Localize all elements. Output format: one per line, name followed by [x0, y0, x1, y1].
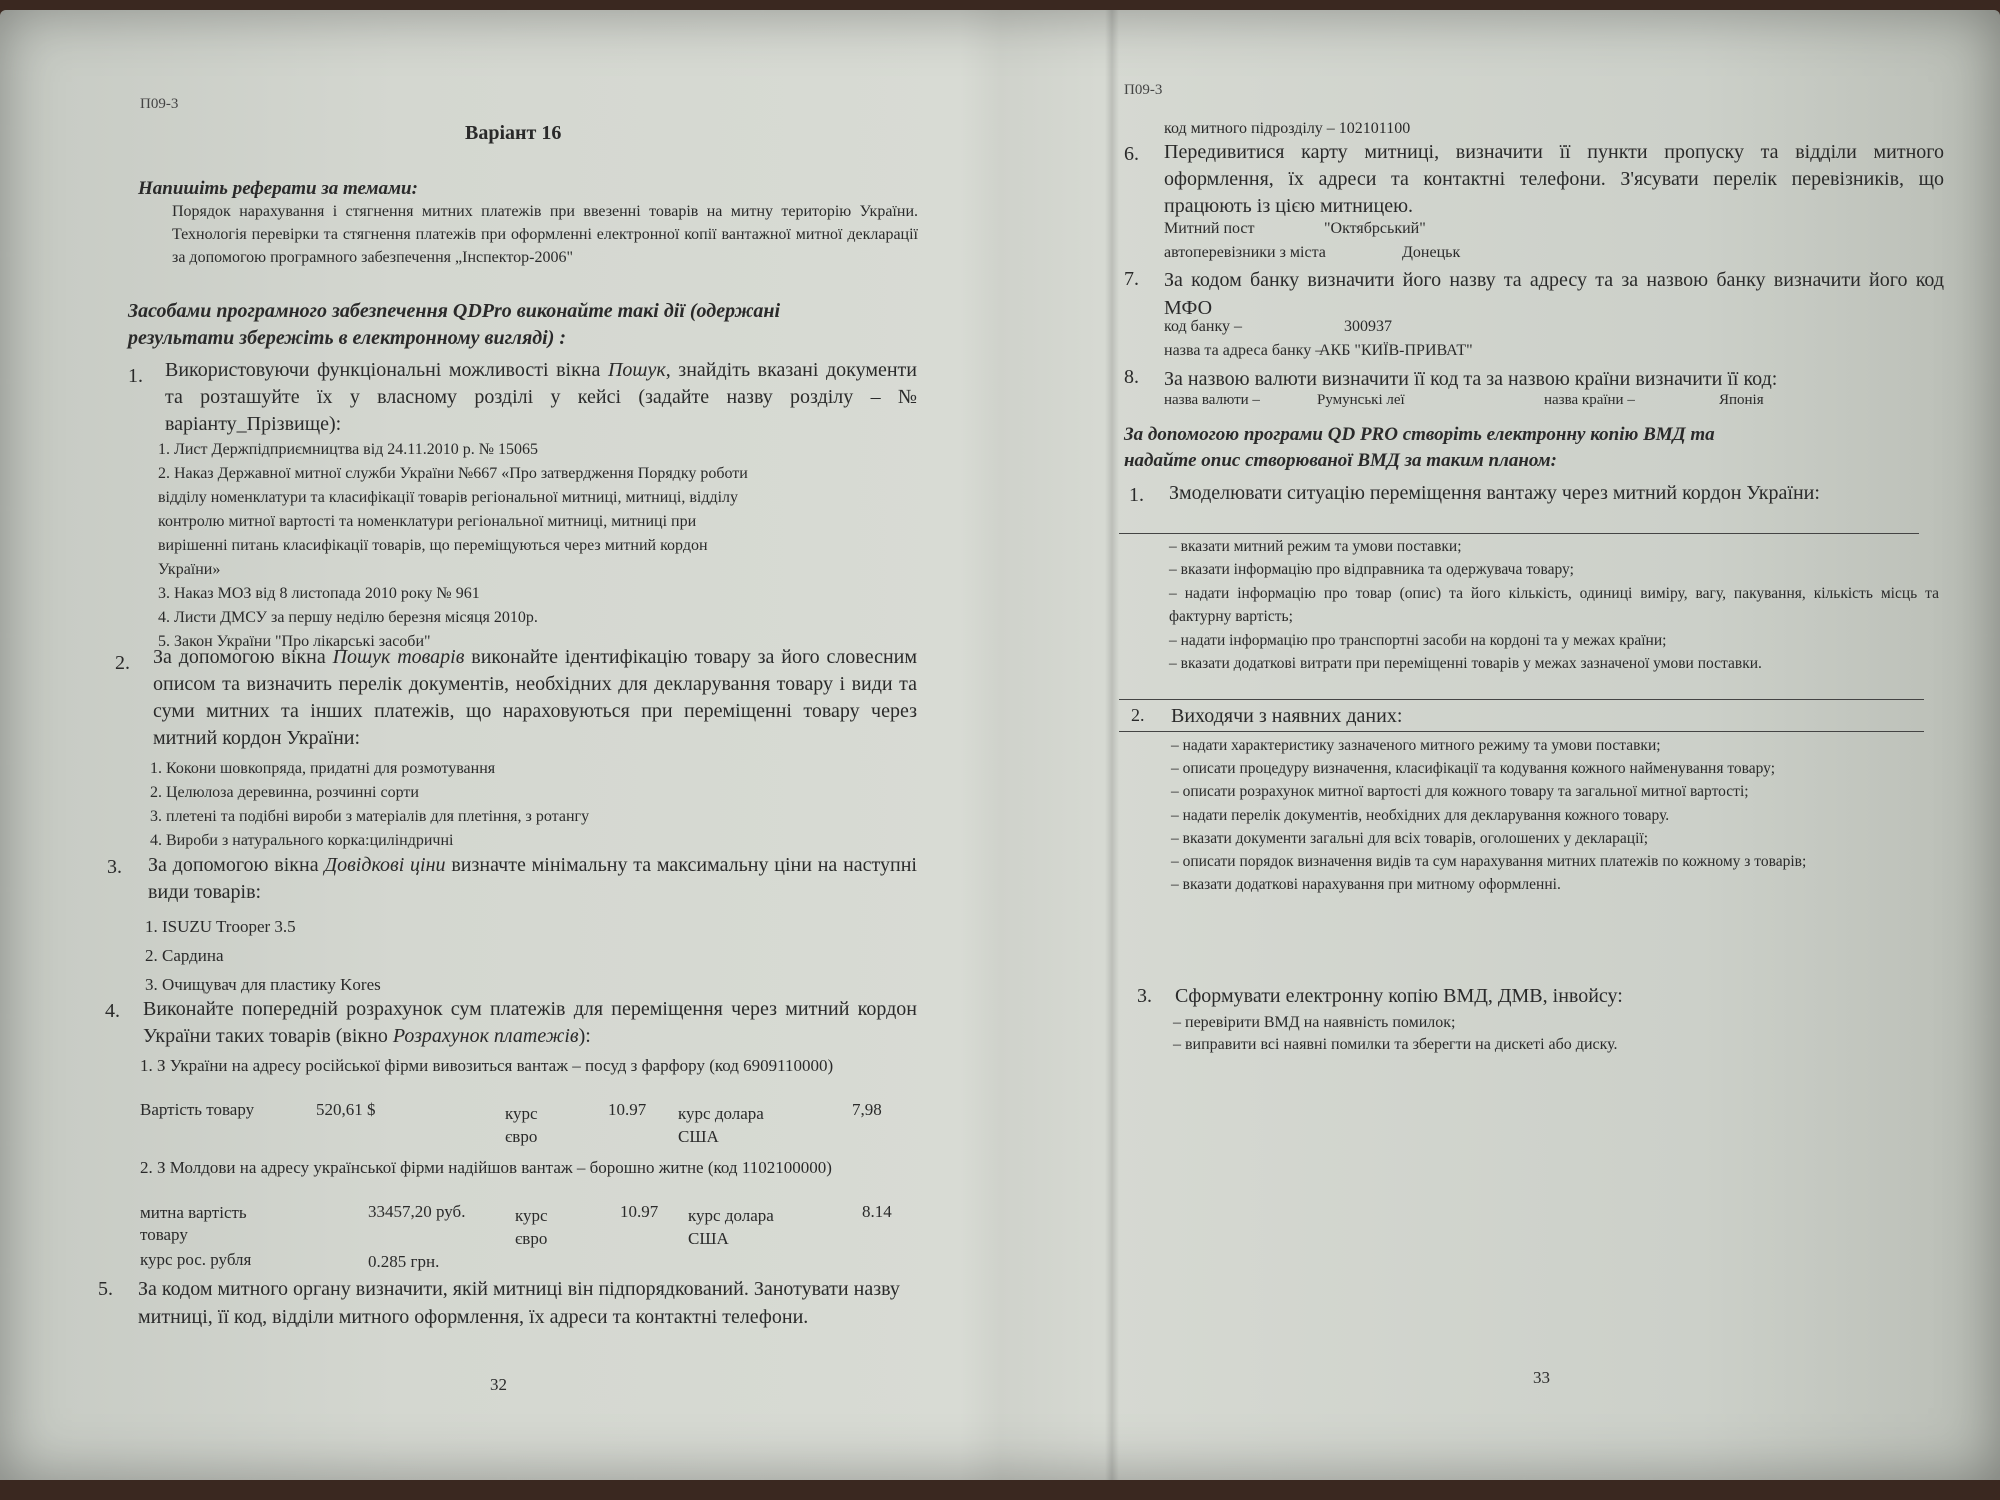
- qdpro-heading-line1: Засобами програмного забезпечення QDPro виконайте такі дії (одержані: [128, 300, 781, 322]
- task7-text: За кодом банку визначити його назву та адресу та за назвою банку визначити його код МФО: [1164, 269, 1944, 319]
- task8-number: 8.: [1124, 366, 1139, 388]
- case2-eur-label-line1: курс: [515, 1206, 548, 1225]
- plan1-number: 1.: [1129, 484, 1144, 506]
- plan2-item: – описати розрахунок митної вартості для кожного товару та загальної митної вартості;: [1171, 783, 1749, 801]
- case1-eur-rate: 10.97: [608, 1100, 647, 1119]
- task4-case1-text: 1. З України на адресу російської фірми вивозиться вантаж – посуд з фарфору (код 6909110000): [140, 1056, 834, 1075]
- case1-usd-label-line2: США: [678, 1127, 719, 1146]
- task1-item: вирішенні питань класифікації товарів, що переміщуються через митний кордон: [158, 537, 708, 554]
- task1-window-name: Пошук: [607, 359, 666, 381]
- case2-value: 33457,20 руб.: [368, 1202, 466, 1221]
- plan1-item: – надати інформацію про транспортні засоби на кордоні та у межах країни;: [1169, 631, 1667, 649]
- task1-item: контролю митної вартості та номенклатури регіональної митниці, митниці при: [158, 513, 697, 530]
- plan1-text: Змоделювати ситуацію переміщення вантажу через митний кордон України:: [1169, 482, 1820, 504]
- case2-value-label: [140, 1202, 247, 1246]
- case2-usd-label: [688, 1204, 774, 1250]
- task6-text: Передивитися карту митниці, визначити її пункти пропуску та відділи митного оформлення, їх адреси та контактні телефони. З'ясувати перелік перевізників, що працюють із цією митницею.: [1164, 141, 1944, 217]
- case1-eur-label-line2: євро: [505, 1127, 538, 1146]
- task2-number: 2.: [115, 652, 130, 674]
- task3-number: 3.: [107, 856, 122, 878]
- case1-eur-label: [505, 1102, 538, 1148]
- case2-value-label-line1: митна вартість: [140, 1203, 247, 1222]
- country-label: назва країни –: [1544, 392, 1635, 408]
- case1-usd-label: [678, 1102, 764, 1148]
- bank-name: АКБ "КИЇВ-ПРИВАТ": [1319, 342, 1473, 359]
- post-value: "Октябрський": [1324, 220, 1426, 237]
- plan1-item: – надати інформацію про товар (опис) та його кількість, одиниці виміру, вагу, пакування, кількість місць та фактурну вартість;: [1169, 584, 1939, 626]
- plan3-items: [1173, 1012, 1618, 1056]
- task2-item: 3. плетені та подібні вироби з матеріалів для плетіння, з ротангу: [150, 808, 590, 825]
- task2-item: 4. Вироби з натурального корка:циліндричні: [150, 832, 454, 849]
- task1-text-post: , знайдіть вказані документи та розташуйте їх у власному розділі у кейсі (задайте назву розділу – № варіанту_Прізвище):: [165, 359, 917, 435]
- task4-text: [143, 996, 917, 1050]
- task3-text: [148, 852, 917, 906]
- customs-code-line: код митного підрозділу – 102101100: [1164, 120, 1411, 137]
- carriers-value: Донецьк: [1402, 244, 1461, 261]
- plan1-rule-bottom: [1119, 699, 1924, 700]
- case2-usd-label-line2: США: [688, 1229, 729, 1248]
- case2-usd-rate: 8.14: [862, 1202, 892, 1221]
- case2-value-label-line2: товару: [140, 1225, 188, 1244]
- essay-text: Порядок нарахування і стягнення митних платежів при ввезенні товарів на митну територію України. Технологія перевірки та стягнення платежів при оформленні електронної копії вантажної митної декларації за допомогою програмного забезпечення „Інспектор-2006": [172, 203, 918, 266]
- plan1-items: [1169, 535, 1939, 675]
- carriers-label: автоперевізники з міста: [1164, 244, 1326, 261]
- task2-item: 1. Кокони шовкопряда, придатні для розмотування: [150, 760, 496, 777]
- task4-text-post: ):: [578, 1025, 591, 1047]
- plan2-item: – вказати документи загальні для всіх товарів, оголошених у декларації;: [1171, 829, 1649, 847]
- page-number-left: 32: [490, 1375, 507, 1394]
- currency-label: назва валюти –: [1164, 392, 1260, 408]
- task1-document-list: [158, 438, 748, 654]
- task2-item: 2. Целюлоза деревинна, розчинні сорти: [150, 784, 419, 801]
- task3-text-pre: За допомогою вікна: [148, 854, 325, 876]
- task3-item: 3. Очищувач для пластику Kores: [145, 975, 381, 994]
- case2-usd-label-line1: курс долара: [688, 1206, 774, 1225]
- plan1-item: – вказати митний режим та умови поставки;: [1169, 538, 1462, 555]
- task7-number: 7.: [1124, 268, 1139, 290]
- case2-rub-label: курс рос. рубля: [140, 1250, 252, 1269]
- case1-usd-rate: 7,98: [852, 1100, 882, 1119]
- task5-number: 5.: [98, 1278, 113, 1300]
- plan3-item: – виправити всі наявні помилки та зберегти на дискеті або диску.: [1173, 1036, 1618, 1053]
- task3-text-post: визначте мінімальну та максимальну ціни на наступні види товарів:: [148, 854, 917, 903]
- book-gutter: [1105, 10, 1119, 1480]
- plan2-item: – вказати додаткові нарахування при митному оформленні.: [1171, 876, 1561, 894]
- task6-number: 6.: [1124, 143, 1139, 165]
- task1-number: 1.: [128, 365, 143, 387]
- country-value: Японія: [1719, 392, 1764, 408]
- task3-item: 1. ISUZU Trooper 3.5: [145, 917, 296, 936]
- task2-text: [153, 644, 917, 752]
- plan2-text: Виходячи з наявних даних:: [1171, 705, 1403, 727]
- currency-value: Румунські леї: [1317, 392, 1405, 408]
- bank-code-label: код банку –: [1164, 318, 1242, 335]
- task2-text-pre: За допомогою вікна: [153, 646, 333, 668]
- vmd-heading-line1: За допомогою програми QD PRO створіть електронну копію ВМД та: [1124, 424, 1715, 445]
- case1-value: 520,61 $: [316, 1100, 376, 1119]
- task1-text: [165, 357, 917, 438]
- task1-item: 5. Закон України "Про лікарські засоби": [158, 633, 431, 650]
- task1-item: 2. Наказ Державної митної служби України №667 «Про затвердження Порядку роботи: [158, 465, 748, 482]
- case2-eur-label-line2: євро: [515, 1229, 548, 1248]
- plan2-items: [1171, 734, 1939, 896]
- task1-item: 3. Наказ МОЗ від 8 листопада 2010 року № 961: [158, 585, 480, 602]
- case1-usd-label-line1: курс долара: [678, 1104, 764, 1123]
- plan2-item: – описати порядок визначення видів та сум нарахування митних платежів по кожному з товарів;: [1171, 853, 1807, 871]
- plan2-rule: [1119, 731, 1924, 732]
- plan2-item: – надати перелік документів, необхідних для декларування кожного товару.: [1171, 806, 1670, 824]
- task4-case2-text: 2. З Молдови на адресу української фірми надійшов вантаж – борошно житне (код 1102100000): [140, 1158, 832, 1177]
- task1-item: 1. Лист Держпідприємництва від 24.11.2010 р. № 15065: [158, 441, 538, 458]
- task3-window-name: Довідкові ціни: [324, 854, 446, 876]
- plan3-number: 3.: [1137, 985, 1152, 1007]
- task2-goods-list: [150, 757, 589, 853]
- post-label: Митний пост: [1164, 220, 1255, 237]
- vmd-heading-line2: надайте опис створюваної ВМД за таким планом:: [1124, 450, 1558, 471]
- case2-eur-label: [515, 1204, 548, 1250]
- task3-goods-list: [145, 912, 381, 999]
- plan3-text: Сформувати електронну копію ВМД, ДМВ, інвойсу:: [1175, 985, 1623, 1007]
- task4-window-name: Розрахунок платежів: [392, 1025, 579, 1047]
- task4-text-pre: Виконайте попередній розрахунок сум платежів для переміщення через митний кордон України таких товарів (вікно: [143, 998, 917, 1047]
- case1-eur-label-line1: курс: [505, 1104, 538, 1123]
- essay-heading: Напишіть реферати за темами:: [138, 178, 418, 199]
- bank-name-label: назва та адреса банку –: [1164, 342, 1324, 359]
- qdpro-heading-line2: результати збережіть в електронному вигляді) :: [128, 327, 567, 349]
- task1-text-pre: Використовуючи функціональні можливості вікна: [165, 359, 608, 381]
- plan1-rule-top: [1119, 533, 1919, 534]
- page-code-right: П09-3: [1124, 82, 1163, 98]
- task2-window-name: Пошук товарів: [332, 646, 465, 668]
- task2-text-post: виконайте ідентифікацію товару за його словесним описом та визначить перелік документів, необхідних для декларування товару і види та суми митних та інших платежів, що нараховуються при переміщенні товару через митний кордон України:: [153, 646, 918, 749]
- variant-title: Варіант 16: [465, 122, 562, 144]
- task3-item: 2. Сардина: [145, 946, 224, 965]
- plan3-item: – перевірити ВМД на наявність помилок;: [1173, 1014, 1456, 1031]
- plan1-item: – вказати додаткові витрати при переміщенні товарів у межах зазначеної умови поставки.: [1169, 655, 1762, 673]
- case2-eur-rate: 10.97: [620, 1202, 659, 1221]
- page-number-right: 33: [1533, 1368, 1550, 1387]
- plan2-number: 2.: [1131, 705, 1145, 725]
- task1-item: 4. Листи ДМСУ за першу неділю березня місяця 2010р.: [158, 609, 538, 626]
- bank-code: 300937: [1344, 318, 1392, 335]
- plan2-item: – описати процедуру визначення, класифікації та кодування кожного найменування товару;: [1171, 760, 1776, 778]
- case1-value-label: Вартість товару: [140, 1100, 255, 1119]
- task8-text: За назвою валюти визначити її код та за назвою країни визначити її код:: [1164, 368, 1778, 390]
- plan2-item: – надати характеристику зазначеного митного режиму та умови поставки;: [1171, 737, 1661, 754]
- case2-rub-rate: 0.285 грн.: [368, 1252, 440, 1271]
- task1-item: України»: [158, 561, 221, 578]
- plan1-item: – вказати інформацію про відправника та одержувача товару;: [1169, 561, 1574, 579]
- page-code-left: П09-3: [140, 96, 179, 112]
- task4-number: 4.: [105, 1000, 120, 1022]
- task5-text: За кодом митного органу визначити, якій митниці він підпорядкований. Занотувати назву митниці, її код, відділи митного оформлення, їх адреси та контактні телефони.: [138, 1278, 900, 1328]
- task1-item: відділу номенклатури та класифікації товарів регіональної митниці, митниці, відділу: [158, 489, 739, 506]
